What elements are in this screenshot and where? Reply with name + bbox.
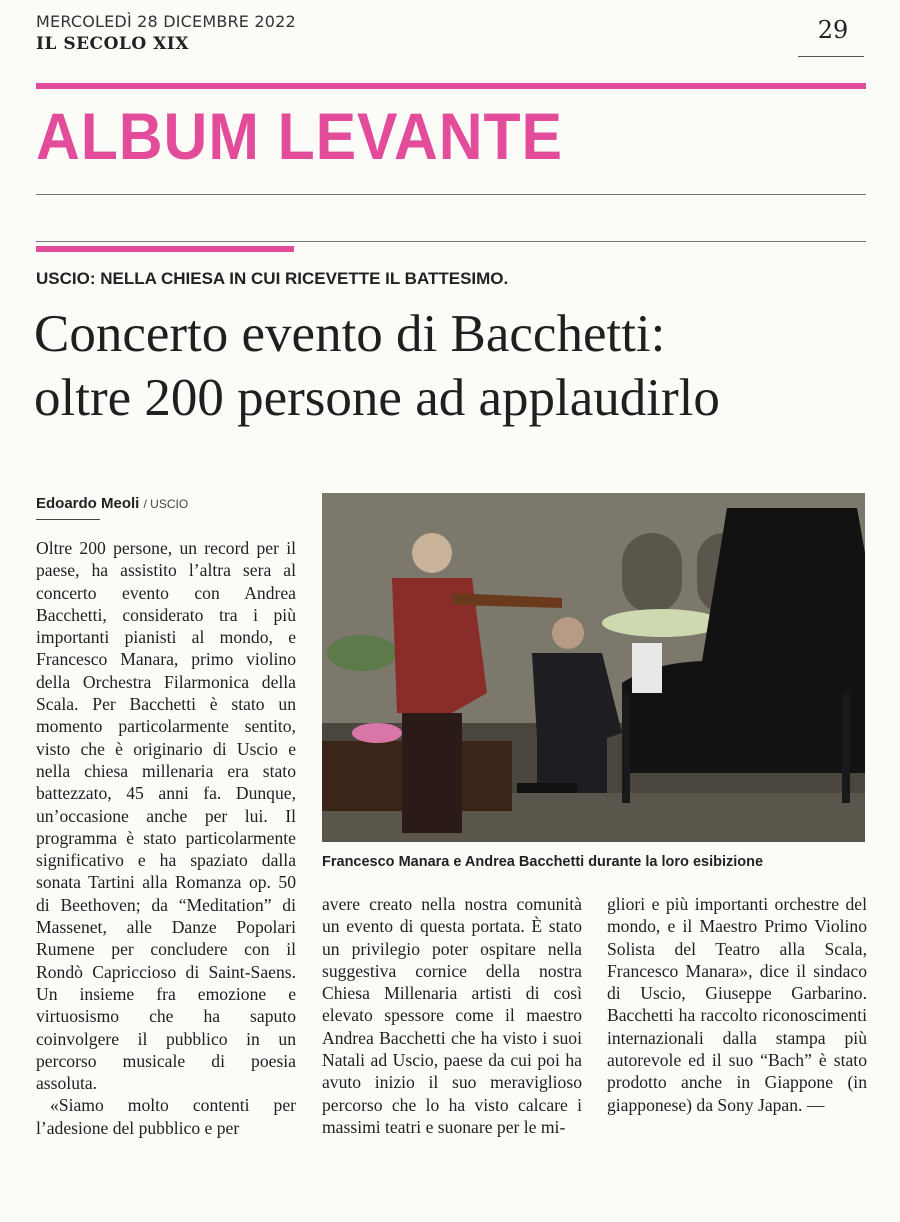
photo-caption: Francesco Manara e Andrea Bacchetti durante la loro esibizione xyxy=(322,854,764,870)
article-kicker: USCIO: NELLA CHIESA IN CUI RICEVETTE IL BATTESIMO. xyxy=(36,269,509,288)
page-number: 29 xyxy=(817,16,849,44)
headline-line-1: Concerto evento di Bacchetti: xyxy=(34,305,666,363)
article-paragraph: gliori e più importanti orchestre del mondo, e il Maestro Primo Violino Solista del Teatro alla Scala, Francesco Manara», dice il sindaco di Uscio, Giuseppe Garbarino. Bacchetti ha raccolto riconoscimenti internazionali dalla stampa più autorevole ed il suo “Bach” è stato prodotto anche in Giappone (in giapponese) da Sony Japan. — xyxy=(607,894,867,1115)
article-headline xyxy=(34,302,874,430)
article-paragraph: «Siamo molto contenti per l’adesione del pubblico e per xyxy=(36,1095,296,1138)
section-top-bar xyxy=(36,83,866,89)
article-column-1 xyxy=(36,537,296,1139)
article-accent-bar xyxy=(36,246,294,252)
byline-rule xyxy=(36,519,100,520)
article-top-rule xyxy=(36,241,866,242)
concert-photo-illustration xyxy=(322,493,865,842)
byline xyxy=(36,495,188,512)
page-number-rule xyxy=(798,56,864,57)
byline-location: / USCIO xyxy=(143,497,189,511)
article-paragraph: Oltre 200 persone, un record per il paese, ha assistito l’altra sera al concerto evento con Andrea Bacchetti, considerato tra i più importanti pianisti al mondo, e Francesco Manara, primo violino della Orchestra Filarmonica della Scala. Per Bacchetti è stato un momento particolarmente sentito, visto che è originario di Uscio e nella chiesa millenaria era stato battezzato, 45 anni fa. Dunque, un’occasione anche per lui. Il programma è stato particolarmente significativo e ha spaziato dalla sonata Tartini alla Romanza op. 50 di Beethoven; da “Meditation” di Massenet, alle Danze Popolari Rumene per concludere con il Rondò Capriccioso di Saint-Saens. Un insieme fra emozione e virtuosismo che ha saputo coinvolgere il pubblico in un percorso musicale di poesia assoluta. xyxy=(36,538,296,1094)
section-title: ALBUM LEVANTE xyxy=(36,99,563,173)
publication-date: MERCOLEDÌ 28 DICEMBRE 2022 xyxy=(36,12,296,31)
author-name: Edoardo Meoli xyxy=(36,495,140,512)
section-divider xyxy=(36,194,866,195)
article-column-3 xyxy=(607,893,867,1116)
concert-photo xyxy=(322,493,865,842)
article-column-2 xyxy=(322,893,582,1138)
article-paragraph: avere creato nella nostra comunità un evento di questa portata. È stato un privilegio poter ospitare nella suggestiva cornice della nostra Chiesa Millenaria artisti di così elevato spessore come il maestro Andrea Bacchetti che ha visto i suoi Natali ad Uscio, paese da cui poi ha avuto inizio il suo meraviglioso percorso che lo ha visto calcare i massimi teatri e suonare per le mi- xyxy=(322,894,582,1137)
newspaper-name: IL SECOLO XIX xyxy=(36,34,189,54)
headline-line-2: oltre 200 persone ad applaudirlo xyxy=(34,369,720,427)
